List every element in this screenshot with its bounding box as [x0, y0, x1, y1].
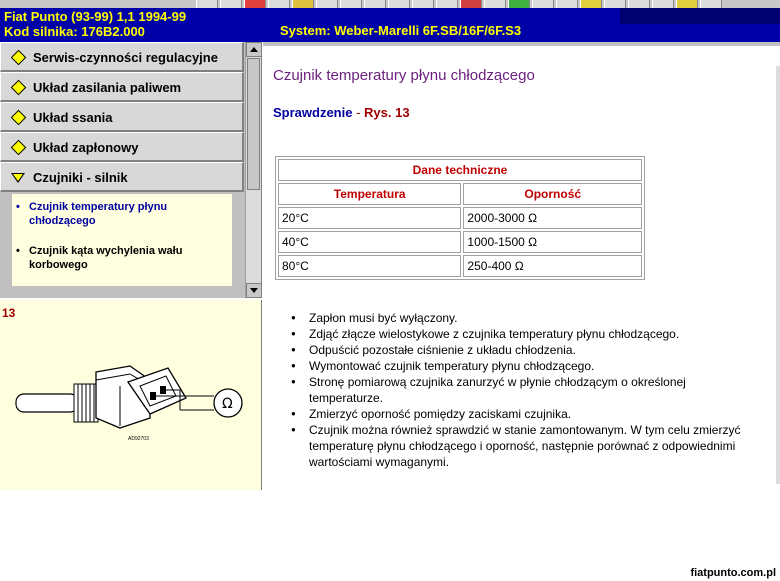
list-item: ● Wymontować czujnik temperatury płynu chłodzącego.: [291, 358, 761, 374]
header-dark-band: [620, 8, 780, 24]
expanded-diamond-icon: [11, 173, 25, 183]
bullet: •: [16, 245, 20, 257]
nav-item-serwis[interactable]: [0, 42, 244, 72]
toolbar-button[interactable]: [460, 0, 482, 8]
procedure-steps: [291, 310, 761, 470]
table-cell: 2000-3000 Ω: [463, 207, 642, 229]
check-separator: -: [352, 105, 365, 120]
subitem-coolant-temp-sensor[interactable]: [16, 200, 226, 228]
figure-reference-link[interactable]: Rys. 13: [364, 105, 410, 120]
svg-text:Ω: Ω: [222, 396, 233, 412]
toolbar-button[interactable]: [196, 0, 218, 8]
check-label: Sprawdzenie: [273, 105, 353, 120]
page-title: Czujnik temperatury płynu chłodzącego: [273, 67, 535, 84]
navigation-pane: [0, 42, 262, 298]
toolbar-button[interactable]: [268, 0, 290, 8]
list-item: ● Zapłon musi być wyłączony.: [291, 310, 761, 326]
table-row: [278, 207, 642, 229]
list-item: ● Czujnik można również sprawdzić w stanie zamontowanym. W tym celu zmierzyć temperaturę płynu chłodzącego i oporność, następnie porównać z odpowiednimi wartościami wymaganymi.: [291, 422, 761, 470]
table-caption: Dane techniczne: [278, 159, 642, 181]
system-name: System: Weber-Marelli 6F.SB/16F/6F.S3: [280, 23, 522, 38]
toolbar-button[interactable]: [532, 0, 554, 8]
toolbar-button[interactable]: [388, 0, 410, 8]
subitem-list: [12, 194, 232, 286]
subitem-crankshaft-sensor[interactable]: [16, 244, 226, 272]
toolbar-button[interactable]: [556, 0, 578, 8]
toolbar-button[interactable]: [508, 0, 530, 8]
list-item: ● Odpuścić pozostałe ciśnienie z układu chłodzenia.: [291, 342, 761, 358]
nav-item-czujniki[interactable]: [0, 162, 244, 192]
toolbar-button[interactable]: [220, 0, 242, 8]
nav-item-label: Układ ssania: [33, 110, 113, 125]
toolbar-button[interactable]: [580, 0, 602, 8]
bullet: •: [16, 201, 20, 213]
list-item: ● Zmierzyć oporność pomiędzy zaciskami czujnika.: [291, 406, 761, 422]
figure-code: AD92703: [128, 436, 149, 442]
table-cell: 40°C: [278, 231, 461, 253]
nav-item-label: Układ zapłonowy: [33, 140, 139, 155]
toolbar-button[interactable]: [412, 0, 434, 8]
toolbar-button[interactable]: [364, 0, 386, 8]
toolbar-button[interactable]: [244, 0, 266, 8]
figure-pane: [0, 300, 262, 490]
nav-item-label: Układ zasilania paliwem: [33, 80, 182, 95]
figure-number: 13: [2, 306, 16, 320]
nav-item-ssanie[interactable]: [0, 102, 244, 132]
vehicle-model: Fiat Punto (93-99) 1,1 1994-99: [4, 9, 187, 24]
scroll-thumb[interactable]: [247, 58, 260, 190]
list-item: ● Stronę pomiarową czujnika zanurzyć w płynie chłodzącym o określonej temperaturze.: [291, 374, 761, 406]
diamond-icon: [11, 80, 27, 96]
toolbar-button[interactable]: [316, 0, 338, 8]
table-cell: 250-400 Ω: [463, 255, 642, 277]
subitem-label: Czujnik kąta wychylenia wału korbowego: [29, 245, 183, 271]
table-cell: 1000-1500 Ω: [463, 231, 642, 253]
nav-item-label: Czujniki - silnik: [33, 170, 128, 185]
table-cell: 20°C: [278, 207, 461, 229]
toolbar-button[interactable]: [700, 0, 722, 8]
app-header: [0, 8, 780, 42]
spec-table: [275, 156, 645, 280]
column-header-resistance: Oporność: [463, 183, 642, 205]
toolbar-button[interactable]: [292, 0, 314, 8]
toolbar: [0, 0, 780, 8]
scroll-down-button[interactable]: [246, 283, 262, 298]
toolbar-button[interactable]: [484, 0, 506, 8]
content-top-bar: [263, 42, 780, 46]
column-header-temperature: Temperatura: [278, 183, 461, 205]
nav-scrollbar[interactable]: [245, 42, 261, 298]
watermark: fiatpunto.com.pl: [690, 567, 776, 579]
subitem-label: Czujnik temperatury płynu chłodzącego: [29, 201, 168, 227]
table-row: [278, 231, 642, 253]
content-pane: [263, 42, 780, 490]
toolbar-button[interactable]: [652, 0, 674, 8]
content-scrollbar[interactable]: [776, 66, 780, 484]
table-cell: 80°C: [278, 255, 461, 277]
engine-code: Kod silnika: 176B2.000: [4, 24, 145, 39]
diamond-icon: [11, 110, 27, 126]
diamond-icon: [11, 50, 27, 66]
table-row: [278, 255, 642, 277]
nav-item-label: Serwis-czynności regulacyjne: [33, 50, 218, 65]
list-item: ● Zdjąć złącze wielostykowe z czujnika temperatury płynu chłodzącego.: [291, 326, 761, 342]
toolbar-button[interactable]: [436, 0, 458, 8]
scroll-up-button[interactable]: [246, 42, 262, 57]
nav-item-zaplon[interactable]: [0, 132, 244, 162]
check-heading: [273, 105, 410, 120]
diamond-icon: [11, 140, 27, 156]
toolbar-button[interactable]: [676, 0, 698, 8]
nav-item-zasilanie[interactable]: [0, 72, 244, 102]
toolbar-button[interactable]: [604, 0, 626, 8]
toolbar-button[interactable]: [340, 0, 362, 8]
toolbar-button[interactable]: [628, 0, 650, 8]
sensor-diagram: [0, 300, 262, 490]
